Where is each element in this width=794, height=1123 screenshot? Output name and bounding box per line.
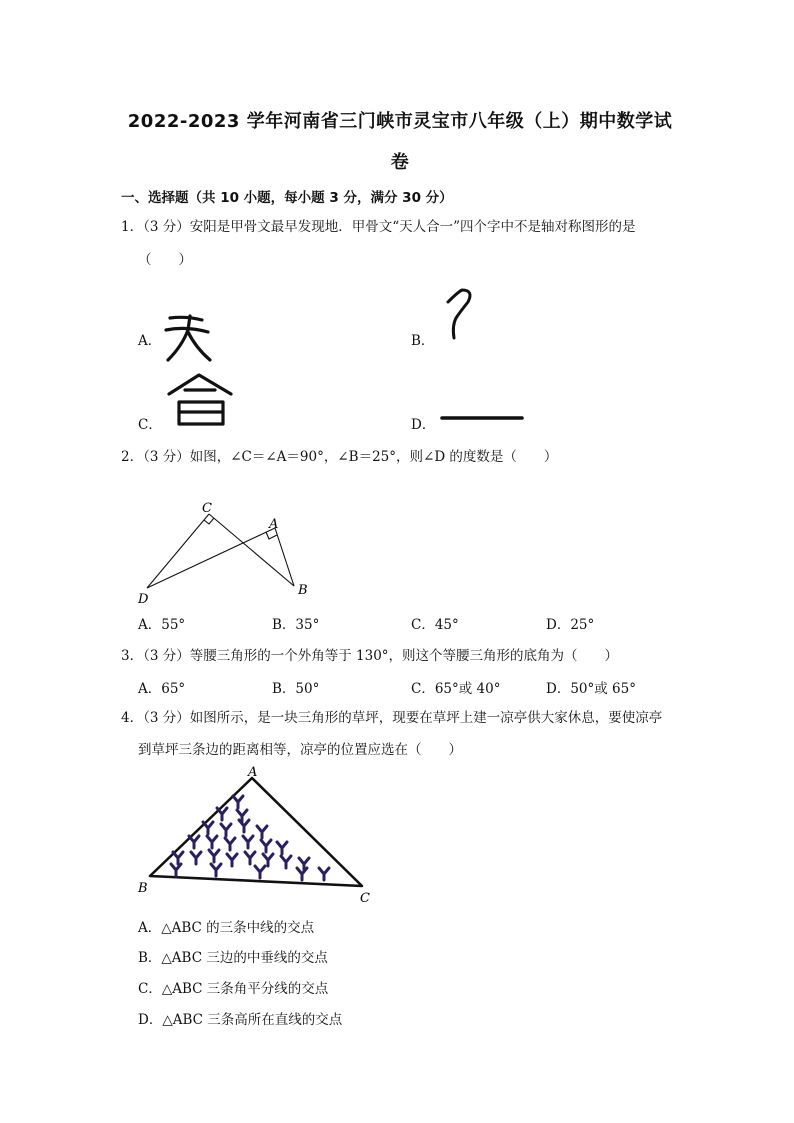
question-2-stem: 2．（3 分）如图，∠C＝∠A＝90°，∠B＝25°，则∠D 的度数是（ ） [121, 449, 558, 465]
grass-tuft-icon [261, 840, 271, 852]
grass-tuft-icon [319, 868, 329, 880]
grass-tuft-icon [171, 864, 181, 876]
question-1-stem: 1．（3 分）安阳是甲骨文最早发现地．甲骨文“天人合一”四个字中不是轴对称图形的是 [121, 219, 636, 235]
question-4-stem: 4．（3 分）如图所示，是一块三角形的草坪，现要在草坪上建一凉亭供大家休息，要使凉亭 [121, 710, 663, 726]
grass-tuft-icon [225, 838, 235, 850]
grass-tuft-icon [203, 822, 213, 834]
question-4-stem-continued: 到草坪三条边的距离相等，凉亭的位置应选在（ ） [138, 742, 462, 758]
q4-figure [130, 762, 380, 912]
q1-option-c-label: C． [138, 417, 162, 433]
q2-figure [130, 496, 320, 610]
q2-option-c: C．45° [411, 617, 459, 633]
q4-label-b: B [138, 881, 148, 896]
grass-tuft-icon [207, 836, 217, 848]
grass-tuft-icon [239, 820, 249, 832]
grass-tuft-icon [217, 808, 227, 820]
q4-option-b: B．△ABC 三边的中垂线的交点 [138, 950, 328, 966]
page-title: 2022-2023 学年河南省三门峡市灵宝市八年级（上）期中数学试 [127, 111, 673, 132]
grass-tuft-icon [255, 866, 265, 878]
q3-option-a: A．65° [138, 681, 186, 697]
q2-label-a: A [269, 517, 279, 532]
grass-tuft-icon [245, 852, 255, 864]
q2-label-b: B [298, 583, 308, 598]
question-3-stem: 3．（3 分）等腰三角形的一个外角等于 130°，则这个等腰三角形的底角为（ ） [121, 648, 619, 664]
q2-option-d: D．25° [546, 617, 595, 633]
q1-option-d-label: D． [411, 417, 436, 433]
q2-option-b: B．35° [272, 617, 320, 633]
q4-option-a: A．△ABC 的三条中线的交点 [138, 920, 315, 936]
grass-tuft-icon [209, 850, 219, 862]
q2-label-c: C [202, 501, 212, 516]
page-title-continued: 卷 [390, 152, 410, 173]
q4-option-d: D．△ABC 三条高所在直线的交点 [138, 1012, 343, 1028]
grass-tuft-icon [277, 842, 287, 854]
grass-tuft-icon [263, 854, 273, 866]
q1-option-a-label: A． [138, 333, 162, 349]
grass-tuft-icon [191, 852, 201, 864]
grass-tuft-icon [233, 796, 243, 808]
yi-glyph-icon [440, 412, 526, 424]
grass-tuft-icon [257, 826, 267, 838]
grass-tuft-icon [227, 854, 237, 866]
q2-label-d: D [138, 592, 149, 607]
q4-label-a: A [248, 765, 258, 780]
grass-tuft-icon [297, 868, 307, 880]
grass-tuft-icon [221, 824, 231, 836]
q2-option-a: A．55° [138, 617, 186, 633]
section-heading: 一、选择题（共 10 小题，每小题 3 分，满分 30 分） [121, 190, 453, 206]
he-glyph-icon [165, 372, 237, 428]
grass-tuft-icon [281, 856, 291, 868]
ren-glyph-icon [440, 284, 480, 344]
grass-tuft-icon [243, 836, 253, 848]
grass-tuft-icon [173, 852, 183, 864]
grass-tuft-icon [211, 864, 221, 876]
q4-label-c: C [360, 891, 370, 906]
q3-option-c: C．65°或 40° [411, 681, 501, 697]
q1-option-b-label: B． [411, 333, 435, 349]
question-1-paren: （ ） [138, 252, 192, 268]
q4-option-c: C．△ABC 三条角平分线的交点 [138, 981, 329, 997]
tian-glyph-icon [160, 312, 220, 364]
grass-tuft-icon [189, 836, 199, 848]
q3-option-b: B．50° [272, 681, 320, 697]
q3-option-d: D．50°或 65° [546, 681, 636, 697]
